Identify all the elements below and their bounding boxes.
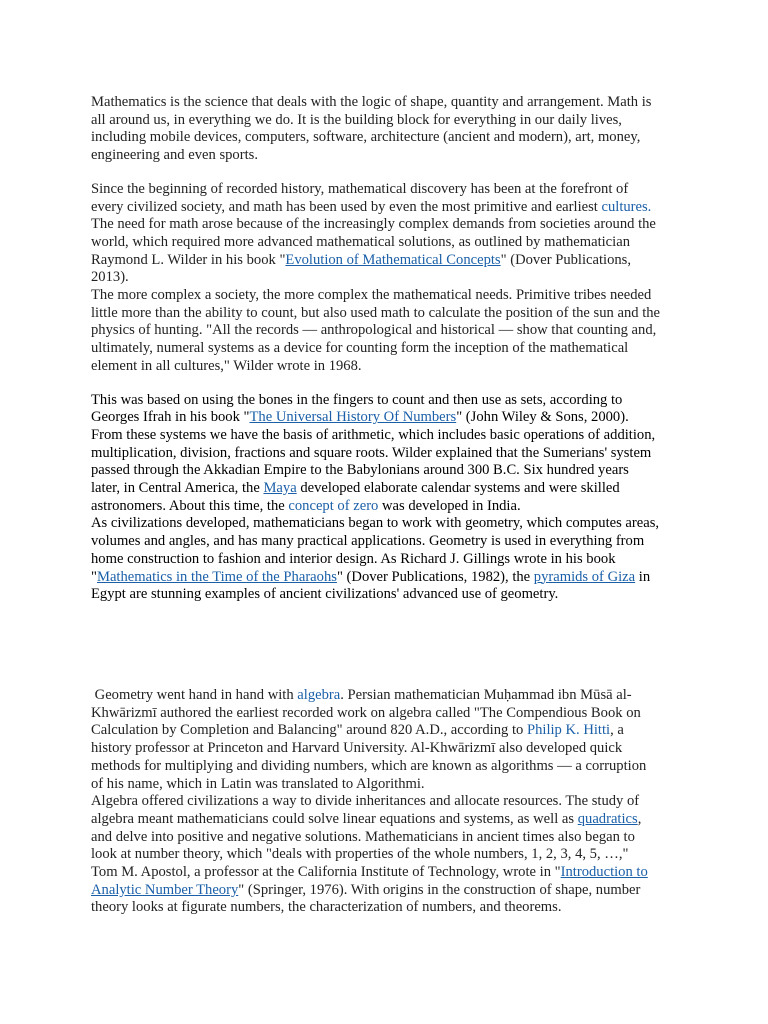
text-span: " bbox=[91, 568, 97, 585]
text-line: Egypt are stunning examples of ancient civilizations' advanced use of geometry. bbox=[91, 586, 559, 603]
text-line: Mathematics is the science that deals with the logic of shape, quantity and arrangement. Math is bbox=[91, 94, 652, 110]
text-line bbox=[91, 722, 691, 740]
text-line: As civilizations developed, mathematicians began to work with geometry, which computes areas, bbox=[91, 515, 660, 532]
text-line: This was based on using the bones in the fingers to count and then use as sets, according to bbox=[91, 391, 623, 408]
text-line: From these systems we have the basis of arithmetic, which includes basic operations of addition, bbox=[91, 426, 656, 443]
text-span: in bbox=[635, 568, 651, 585]
text-line: The need for math arose because of the increasingly complex demands from societies around the bbox=[91, 216, 656, 233]
text-line: all around us, in everything we do. It is the building block for everything in our daily lives, bbox=[91, 111, 622, 128]
link-pyramids-of-giza[interactable]: pyramids of Giza bbox=[533, 568, 636, 585]
link-cultures[interactable]: cultures. bbox=[601, 198, 652, 215]
link-algebra[interactable]: algebra bbox=[297, 686, 341, 703]
text-span: Tom M. Apostol, a professor at the California Institute of Technology, wrote in " bbox=[91, 864, 561, 881]
link-mathematics-in-the-time-of-the-pharaohs[interactable]: Mathematics in the Time of the Pharaohs bbox=[96, 568, 337, 585]
text-line bbox=[91, 498, 691, 516]
link-universal-history-of-numbers[interactable]: The Universal History Of Numbers bbox=[249, 409, 457, 426]
text-line: world, which required more advanced mathematical solutions, as outlined by mathematician bbox=[91, 233, 630, 250]
link-evolution-of-mathematical-concepts[interactable]: Evolution of Mathematical Concepts bbox=[285, 251, 501, 268]
document-body bbox=[91, 94, 691, 933]
text-line bbox=[91, 409, 691, 427]
text-span: algebra meant mathematicians could solve linear equations and systems, as well as bbox=[91, 810, 578, 827]
text-span: " (Springer, 1976). With origins in the construction of shape, number bbox=[238, 881, 641, 898]
text-span: Calculation by Completion and Balancing" around 820 A.D., according to bbox=[91, 722, 527, 739]
text-line: of his name, which in Latin was translated to Algorithmi. bbox=[91, 775, 425, 792]
link-maya[interactable]: Maya bbox=[263, 480, 297, 497]
text-span: developed elaborate calendar systems and were skilled bbox=[296, 480, 620, 497]
text-line: history professor at Princeton and Harvard University. Al-Khwārizmī also developed quick bbox=[91, 740, 623, 757]
text-line: Algebra offered civilizations a way to divide inheritances and allocate resources. The study of bbox=[91, 793, 640, 810]
text-line bbox=[91, 480, 691, 498]
text-line: multiplication, division, fractions and square roots. Wilder explained that the Sumerians' system bbox=[91, 444, 652, 461]
text-span: " (John Wiley & Sons, 2000). bbox=[456, 409, 629, 426]
text-line bbox=[91, 569, 691, 587]
blank-gap bbox=[91, 620, 691, 687]
link-analytic-number-theory[interactable]: Analytic Number Theory bbox=[91, 881, 239, 898]
link-concept-of-zero[interactable]: concept of zero bbox=[288, 497, 379, 514]
text-span: " (Dover Publications, 1982), the bbox=[336, 568, 534, 585]
link-introduction-to-analytic-number-theory[interactable]: Introduction to bbox=[560, 864, 648, 881]
paragraph-algebra bbox=[91, 687, 691, 917]
text-span: Geometry went hand in hand with bbox=[91, 686, 298, 703]
text-line bbox=[91, 882, 691, 900]
text-span: every civilized society, and math has been used by even the most primitive and earliest bbox=[91, 198, 602, 215]
text-line: theory looks at figurate numbers, the characterization of numbers, and theorems. bbox=[91, 899, 562, 916]
text-span: , a bbox=[610, 722, 624, 739]
text-line: engineering and even sports. bbox=[91, 147, 258, 164]
text-line: including mobile devices, computers, software, architecture (ancient and modern), art, money, bbox=[91, 129, 641, 146]
text-line: element in all cultures," Wilder wrote in 1968. bbox=[91, 357, 362, 374]
paragraph-counting bbox=[91, 392, 691, 604]
text-span: was developed in India. bbox=[378, 497, 521, 514]
text-line bbox=[91, 687, 691, 705]
text-line: home construction to fashion and interior design. As Richard J. Gillings wrote in his book bbox=[91, 550, 616, 567]
text-line: methods for multiplying and dividing numbers, which are known as algorithms — a corruption bbox=[91, 757, 647, 774]
text-span: Georges Ifrah in his book " bbox=[91, 409, 250, 426]
link-philip-k-hitti[interactable]: Philip K. Hitti bbox=[526, 722, 611, 739]
text-line bbox=[91, 199, 691, 217]
paragraph-history bbox=[91, 181, 691, 376]
text-span: , bbox=[637, 810, 642, 827]
text-span: Raymond L. Wilder in his book " bbox=[91, 251, 286, 268]
text-line: The more complex a society, the more complex the mathematical needs. Primitive tribes needed bbox=[91, 287, 652, 304]
text-line bbox=[91, 864, 691, 882]
text-line: little more than the ability to count, but also used math to calculate the position of the sun and the bbox=[91, 304, 661, 321]
text-line: Khwārizmī authored the earliest recorded work on algebra called "The Compendious Book on bbox=[91, 704, 641, 721]
text-line bbox=[91, 811, 691, 829]
text-line bbox=[91, 252, 691, 270]
text-line: and delve into positive and negative solutions. Mathematicians in ancient times also began to bbox=[91, 828, 635, 845]
text-line: Since the beginning of recorded history, mathematical discovery has been at the forefront of bbox=[91, 180, 629, 197]
text-line: physics of hunting. "All the records — anthropological and historical — show that counting and, bbox=[91, 322, 657, 339]
text-span: astronomers. About this time, the bbox=[91, 497, 289, 514]
text-line: 2013). bbox=[91, 269, 129, 286]
text-line: ultimately, numeral systems as a device for counting form the inception of the mathematical bbox=[91, 340, 629, 357]
text-span: . Persian mathematician Muḥammad ibn Mūsā al- bbox=[340, 686, 632, 703]
link-quadratics[interactable]: quadratics bbox=[577, 810, 638, 827]
text-span: later, in Central America, the bbox=[91, 480, 264, 497]
text-line: volumes and angles, and has many practical applications. Geometry is used in everything from bbox=[91, 533, 645, 550]
text-span: " (Dover Publications, bbox=[500, 251, 632, 268]
paragraph-intro bbox=[91, 94, 691, 165]
text-line: look at number theory, which "deals with properties of the whole numbers, 1, 2, 3, 4, 5, …," bbox=[91, 846, 629, 863]
text-line: passed through the Akkadian Empire to the Babylonians around 300 B.C. Six hundred years bbox=[91, 462, 629, 479]
